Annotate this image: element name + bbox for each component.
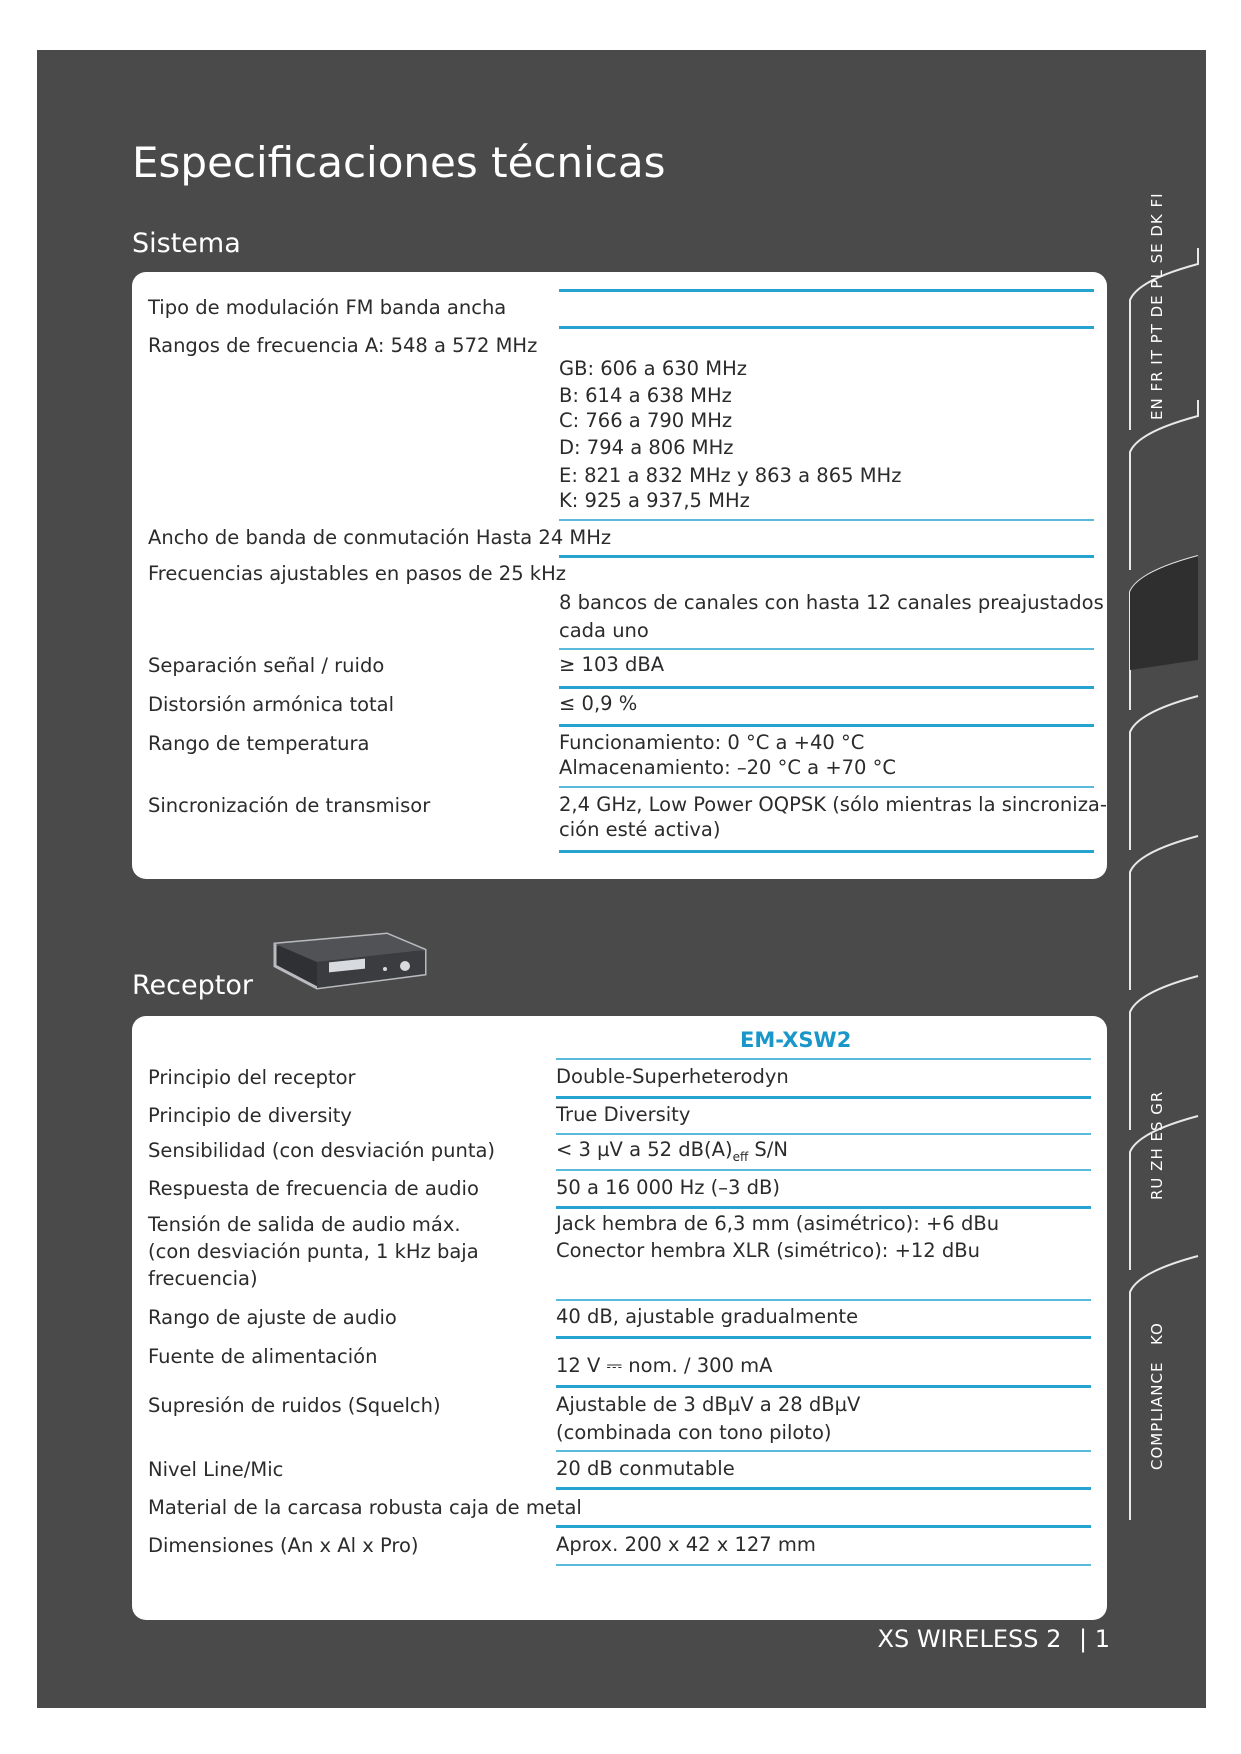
page-background <box>37 50 1206 1708</box>
spec-value: cada uno <box>559 619 649 642</box>
footer <box>878 1625 1110 1653</box>
spec-value: E: 821 a 832 MHz y 863 a 865 MHz <box>559 464 902 487</box>
page-title: Especificaciones técnicas <box>132 138 666 187</box>
tab-en-fr-it-pt-de-pl-se-dk-fi[interactable]: EN FR IT PT DE PL SE DK FI <box>1148 192 1166 420</box>
model-name: EM-XSW2 <box>740 1028 852 1052</box>
spec-label: frecuencia) <box>148 1267 258 1290</box>
spec-label: Rango de temperatura <box>148 732 370 755</box>
row-divider <box>556 1336 1091 1339</box>
spec-value: Conector hembra XLR (simétrico): +12 dBu <box>556 1239 981 1262</box>
row-divider <box>559 326 1094 329</box>
footer-product: XS WIRELESS 2 <box>877 1625 1062 1653</box>
spec-value: ≥ 103 dBA <box>559 653 665 676</box>
spec-value: Aprox. 200 x 42 x 127 mm <box>556 1533 816 1556</box>
spec-value: 2,4 GHz, Low Power OQPSK (sólo mientras la sincroniza- <box>559 793 1107 816</box>
sensitivity-value: < 3 µV a 52 dB(A) <box>556 1138 733 1161</box>
spec-value: 8 bancos de canales con hasta 12 canales preajustados <box>559 591 1104 614</box>
spec-label: (con desviación punta, 1 kHz baja <box>148 1240 479 1263</box>
row-divider <box>559 686 1094 689</box>
row-divider <box>559 648 1094 650</box>
receiver-device-image <box>257 926 457 1006</box>
row-divider <box>559 555 1094 558</box>
spec-label: Respuesta de frecuencia de audio <box>148 1177 479 1200</box>
spec-value: Double-Superheterodyn <box>556 1065 789 1088</box>
row-divider <box>556 1096 1091 1099</box>
spec-label: Material de la carcasa robusta caja de metal <box>148 1496 582 1519</box>
spec-label: Supresión de ruidos (Squelch) <box>148 1394 441 1417</box>
system-spec-card <box>132 272 1107 879</box>
row-divider <box>556 1385 1091 1388</box>
spec-value: 20 dB conmutable <box>556 1457 735 1480</box>
spec-value: 50 a 16 000 Hz (–3 dB) <box>556 1176 781 1199</box>
row-divider <box>559 786 1094 788</box>
spec-label: Dimensiones (An x Al x Pro) <box>148 1534 419 1557</box>
spec-value: C: 766 a 790 MHz <box>559 409 733 432</box>
row-divider <box>556 1169 1091 1171</box>
spec-value: B: 614 a 638 MHz <box>559 384 732 407</box>
tab-compliance[interactable]: COMPLIANCE <box>1148 1361 1166 1470</box>
tab-ko[interactable]: KO <box>1148 1322 1166 1345</box>
spec-value: Jack hembra de 6,3 mm (asimétrico): +6 dBu <box>556 1212 1000 1235</box>
tab-ru-zh-es-gr[interactable]: RU ZH ES GR <box>1148 1090 1166 1200</box>
spec-value: Almacenamiento: –20 °C a +70 °C <box>559 756 897 779</box>
row-divider <box>559 850 1094 853</box>
receiver-spec-card <box>132 1016 1107 1620</box>
row-divider <box>556 1206 1091 1209</box>
spec-value: D: 794 a 806 MHz <box>559 436 734 459</box>
receiver-heading: Receptor <box>132 970 253 1001</box>
sensitivity-unit: S/N <box>748 1138 788 1161</box>
spec-label: Sensibilidad (con desviación punta) <box>148 1139 496 1162</box>
spec-label: Tensión de salida de audio máx. <box>148 1213 461 1236</box>
spec-label: Principio del receptor <box>148 1066 356 1089</box>
spec-value: Funcionamiento: 0 °C a +40 °C <box>559 731 865 754</box>
spec-value <box>556 1137 788 1170</box>
system-heading: Sistema <box>132 228 241 259</box>
spec-value: 12 V ⎓ nom. / 300 mA <box>556 1354 773 1377</box>
spec-value: 40 dB, ajustable gradualmente <box>556 1305 859 1328</box>
spec-label: Rangos de frecuencia A: 548 a 572 MHz <box>148 334 538 357</box>
active-tab[interactable] <box>1130 556 1198 670</box>
spec-label: Sincronización de transmisor <box>148 794 431 817</box>
row-divider <box>556 1525 1091 1528</box>
spec-label: Ancho de banda de conmutación Hasta 24 MHz <box>148 526 612 549</box>
spec-label: Separación señal / ruido <box>148 654 385 677</box>
spec-label: Fuente de alimentación <box>148 1345 378 1368</box>
row-divider <box>556 1133 1091 1135</box>
spec-label: Principio de diversity <box>148 1104 352 1127</box>
spec-value: K: 925 a 937,5 MHz <box>559 489 750 512</box>
spec-value: ción esté activa) <box>559 818 721 841</box>
row-divider <box>559 289 1094 292</box>
spec-label: Nivel Line/Mic <box>148 1458 284 1481</box>
row-divider <box>556 1058 1091 1060</box>
spec-label: Tipo de modulación FM banda ancha <box>148 296 507 319</box>
spec-value: (combinada con tono piloto) <box>556 1421 832 1444</box>
row-divider <box>556 1564 1091 1566</box>
spec-label: Distorsión armónica total <box>148 693 395 716</box>
row-divider <box>559 724 1094 727</box>
spec-value: Ajustable de 3 dBµV a 28 dBµV <box>556 1393 861 1416</box>
row-divider <box>556 1487 1091 1490</box>
spec-label: Frecuencias ajustables en pasos de 25 kHz <box>148 562 567 585</box>
spec-value: GB: 606 a 630 MHz <box>559 357 747 380</box>
footer-page-number: | 1 <box>1079 1625 1110 1653</box>
row-divider <box>559 519 1094 521</box>
spec-label: Rango de ajuste de audio <box>148 1306 397 1329</box>
sensitivity-subscript: eff <box>732 1149 749 1164</box>
spec-value: True Diversity <box>556 1103 691 1126</box>
spec-value: ≤ 0,9 % <box>559 692 638 715</box>
row-divider <box>556 1299 1091 1301</box>
row-divider <box>556 1450 1091 1452</box>
language-tab-strip <box>1128 240 1208 1520</box>
